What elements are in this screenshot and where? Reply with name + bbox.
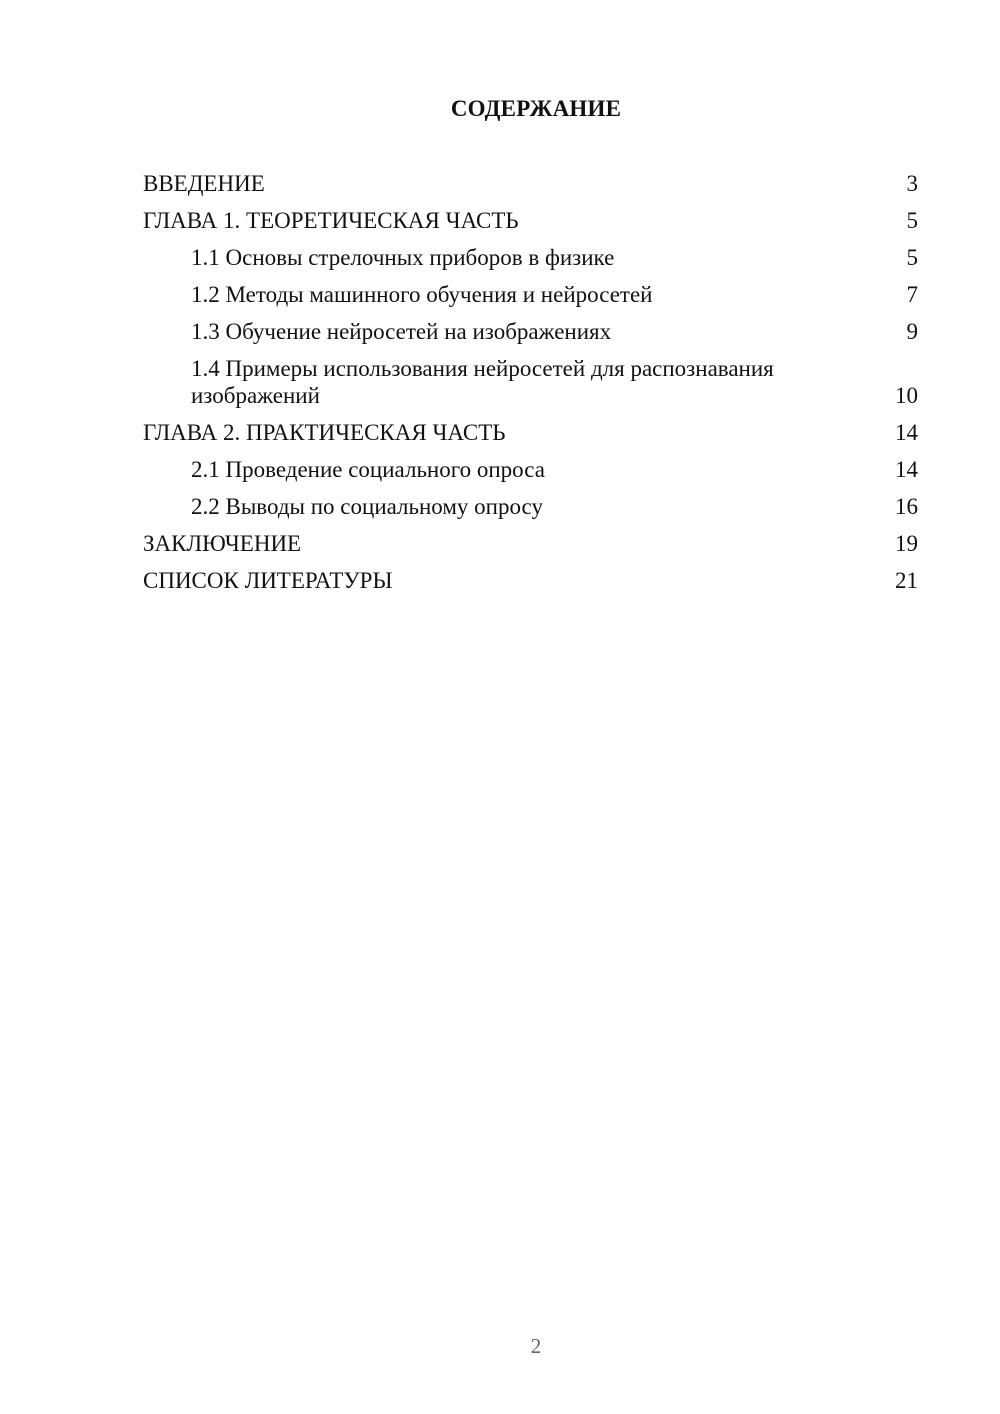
page-title: СОДЕРЖАНИЕ xyxy=(450,96,622,121)
toc-entry-label: 1.2 Методы машинного обучения и нейросетей xyxy=(191,282,653,307)
toc-entry-page: 5 xyxy=(906,245,918,270)
toc-entry-section-1-4 xyxy=(143,355,918,409)
toc-entry-label: ВВЕДЕНИЕ xyxy=(143,171,265,196)
toc-entry-conclusion xyxy=(143,530,918,557)
toc-entry-section-1-1 xyxy=(143,244,918,271)
toc-entry-label: 2.1 Проведение социального опроса xyxy=(191,457,545,482)
toc-entry-label: 1.4 Примеры использования нейросетей для распознавания изображений xyxy=(191,356,774,408)
toc-entry-chapter-2 xyxy=(143,419,918,446)
toc-entry-page: 19 xyxy=(895,531,918,556)
toc-entry-section-2-1 xyxy=(143,456,918,483)
toc-entry-label: 2.2 Выводы по социальному опросу xyxy=(191,494,543,519)
toc-entry-page: 5 xyxy=(906,208,918,233)
page-number: 2 xyxy=(530,1334,542,1358)
toc-entry-chapter-1 xyxy=(143,207,918,234)
toc-entry-label: ЗАКЛЮЧЕНИЕ xyxy=(143,531,302,556)
table-of-contents xyxy=(143,170,918,604)
toc-entry-page: 16 xyxy=(895,494,918,519)
toc-entry-page: 14 xyxy=(895,420,918,445)
toc-entry-page: 21 xyxy=(895,568,918,593)
toc-entry-page: 7 xyxy=(906,282,918,307)
toc-entry-section-1-3 xyxy=(143,318,918,345)
toc-entry-label: 1.1 Основы стрелочных приборов в физике xyxy=(191,245,615,270)
toc-entry-section-2-2 xyxy=(143,493,918,520)
toc-entry-page: 3 xyxy=(906,171,918,196)
toc-entry-label: СПИСОК ЛИТЕРАТУРЫ xyxy=(143,568,393,593)
toc-entry-page: 14 xyxy=(895,457,918,482)
toc-entry-page: 9 xyxy=(906,319,918,344)
toc-entry-page: 10 xyxy=(895,383,918,408)
toc-entry-label: ГЛАВА 2. ПРАКТИЧЕСКАЯ ЧАСТЬ xyxy=(143,420,506,445)
toc-entry-label: ГЛАВА 1. ТЕОРЕТИЧЕСКАЯ ЧАСТЬ xyxy=(143,208,519,233)
toc-entry-introduction xyxy=(143,170,918,197)
toc-entry-section-1-2 xyxy=(143,281,918,308)
toc-entry-references xyxy=(143,567,918,594)
toc-entry-label: 1.3 Обучение нейросетей на изображениях xyxy=(191,319,612,344)
